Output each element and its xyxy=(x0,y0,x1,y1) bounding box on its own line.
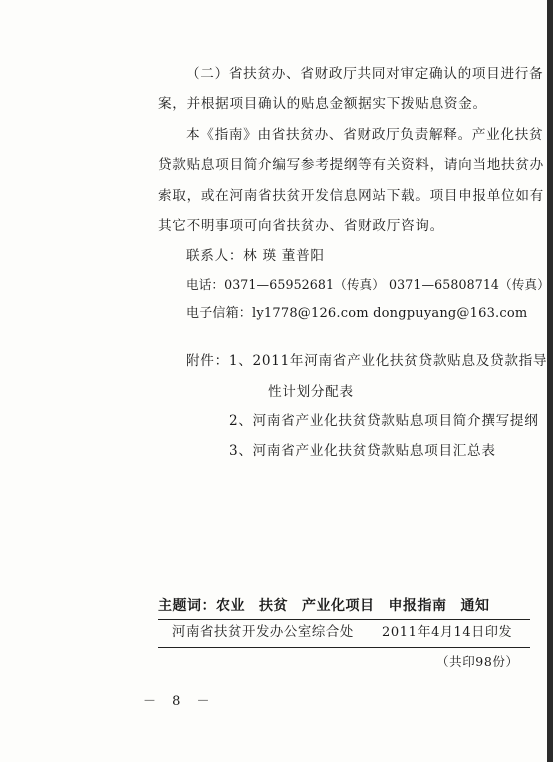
paragraph-1-line-2: 案，并根据项目确认的贴息金额据实下拨贴息资金。 xyxy=(158,96,487,112)
keywords-label: 主题词：农业 xyxy=(158,598,245,614)
contact-phone: 电话：0371—65952681（传真） 0371—65808714（传真） xyxy=(186,277,550,292)
page-number: － 8 － xyxy=(143,694,216,709)
attachment-3: 3、河南省产业化扶贫贷款贴息项目汇总表 xyxy=(229,443,496,459)
contact-email: 电子信箱：ly1778@126.com dongpuyang@163.com xyxy=(186,306,528,321)
divider-top xyxy=(158,619,530,620)
paragraph-2-line-4: 其它不明事项可向省扶贫办、省财政厅咨询。 xyxy=(158,218,444,234)
attachment-2: 2、河南省产业化扶贫贷款贴息项目简介撰写提纲 xyxy=(229,413,539,429)
subject-keywords xyxy=(158,595,504,615)
attachment-1-line-2: 性计划分配表 xyxy=(268,384,354,400)
keyword: 产业化项目 xyxy=(302,598,375,614)
issuer: 河南省扶贫开发办公室综合处 xyxy=(172,625,354,640)
keyword: 扶贫 xyxy=(259,598,288,614)
paragraph-2-line-3: 索取，或在河南省扶贫开发信息网站下载。项目申报单位如有 xyxy=(158,188,544,204)
paragraph-1-line-1: （二）省扶贫办、省财政厅共同对审定确认的项目进行备 xyxy=(186,66,544,82)
print-copies: （共印98份） xyxy=(436,654,519,669)
paragraph-2-line-2: 贷款贴息项目简介编写参考提纲等有关资料，请向当地扶贫办 xyxy=(158,157,544,173)
keyword: 申报指南 xyxy=(388,598,447,614)
attachment-1-line-1: 附件：1、2011年河南省产业化扶贫贷款贴息及贷款指导 xyxy=(186,353,548,369)
keyword: 通知 xyxy=(460,598,490,614)
contact-persons: 联系人：林 瑛 董普阳 xyxy=(186,248,325,264)
scan-edge xyxy=(547,0,553,762)
issue-date: 2011年4月14日印发 xyxy=(382,625,513,640)
paragraph-2-line-1: 本《指南》由省扶贫办、省财政厅负责解释。产业化扶贫 xyxy=(186,127,544,143)
divider-bottom xyxy=(158,647,530,648)
